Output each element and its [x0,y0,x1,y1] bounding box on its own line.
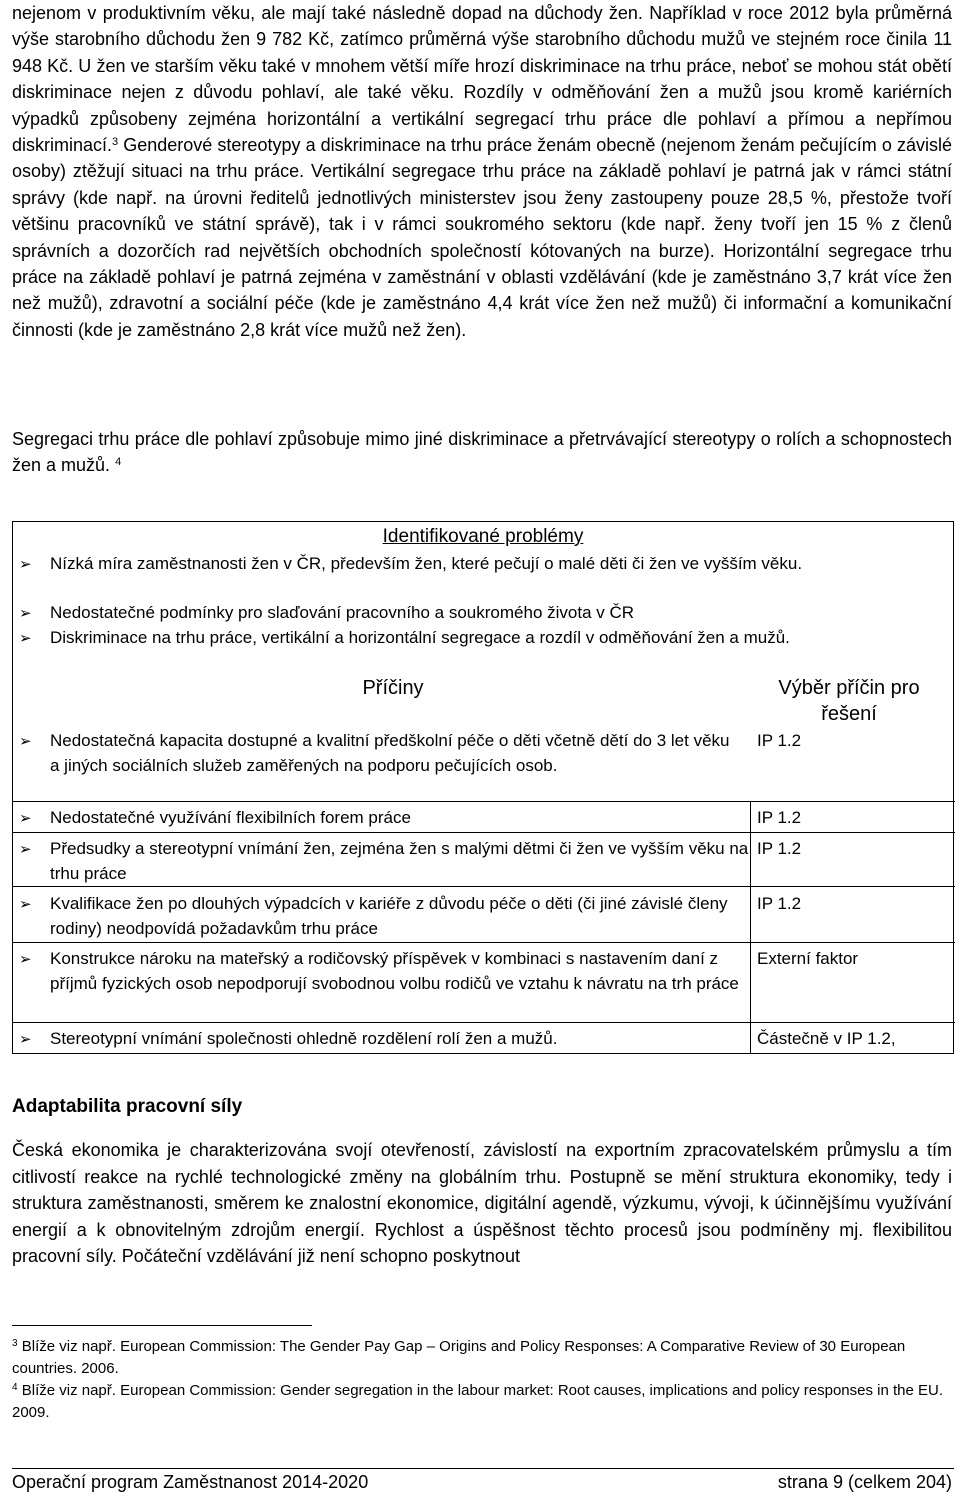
footnote [12,1336,952,1379]
arrow-bullet-icon: ➢ [19,555,32,573]
problems-table [12,521,954,1054]
body-paragraph [12,0,952,343]
solution-header: Výběr příčin pro řešení [778,677,920,725]
arrow-bullet-icon: ➢ [19,604,32,622]
footer-page-number: strana 9 (celkem 204) [777,1472,952,1492]
problem-item: Nedostatečné podmínky pro slaďování pracovního a soukromého života v ČR [50,603,635,622]
table-title: Identifikované problémy [382,526,584,547]
arrow-bullet-icon: ➢ [19,950,32,968]
problem-item: Diskriminace na trhu práce, vertikální a horizontální segregace a rozdíl v odměňování žen a mužů. [50,628,790,647]
cause-solution: IP 1.2 [757,839,802,858]
footer-program-name: Operační program Zaměstnanost 2014-2020 [12,1472,369,1492]
cause-solution: IP 1.2 [757,894,802,913]
cause-solution: Externí faktor [757,949,859,968]
body-paragraph [12,426,952,479]
footnote [12,1380,952,1423]
footnote-text: Blíže viz např. European Commission: Gender segregation in the labour market: Root causes, implications and policy responses in the EU. 2009. [12,1382,944,1421]
cause-item: Nedostatečné využívání flexibilních forem práce [50,808,411,827]
problem-item: Nízká míra zaměstnanosti žen v ČR, především žen, které pečují o malé děti či žen ve vyšším věku. [50,554,803,573]
footnote-number: 3 [12,1338,18,1349]
arrow-bullet-icon: ➢ [19,1030,32,1048]
cause-solution: IP 1.2 [757,731,802,750]
footnote-reference[interactable]: 4 [115,456,122,469]
arrow-bullet-icon: ➢ [19,629,32,647]
cause-item: Stereotypní vnímání společnosti ohledně rozdělení rolí žen a mužů. [50,1029,558,1048]
cause-item: Konstrukce nároku na mateřský a rodičovský příspěvek v kombinaci s nastavením daní z příjmů fyzických osob nepodporují svobodnou volbu rodičů ve vztahu k návratu na trh práce [50,949,739,993]
footnote-number: 4 [12,1382,18,1393]
paragraph-text: nejenom v produktivním věku, ale mají také následně dopad na důchody žen. Například v roce 2012 byla průměrná výše starobního důchodu žen 9 782 Kč, zatímco průměrná výše starobního důchodu mužů ve stejném roce činila 11 948 Kč. U žen ve starším věku také v mnohem větší míře hrozí diskriminace na trhu práce, neboť se mohou stát obětí diskriminace nejen z důvodu pohlaví, ale také věku. Rozdíly v odměňování žen a mužů jsou kromě kariérních výpadků způsobeny zejména horizontální a vertikální segregací trhu práce dle pohlaví a přímou a nepřímou diskriminací. [12,3,952,156]
arrow-bullet-icon: ➢ [19,840,32,858]
section-heading: Adaptabilita pracovní síly [12,1096,243,1117]
cause-item: Předsudky a stereotypní vnímání žen, zejména žen s malými dětmi či žen ve vyšším věku na trhu práce [50,839,749,883]
cause-item: Nedostatečná kapacita dostupné a kvalitní předškolní péče o děti včetně dětí do 3 let věku a jiných sociálních služeb zaměřených na podporu pečujících osob. [50,731,730,775]
cause-solution: Částečně v IP 1.2, [757,1029,896,1048]
arrow-bullet-icon: ➢ [19,895,32,913]
paragraph-text: Segregaci trhu práce dle pohlaví způsobuje mimo jiné diskriminace a přetrvávající stereotypy o rolích a schopnostech žen a mužů. [12,429,952,476]
causes-header: Příčiny [362,677,424,699]
footnote-divider [12,1325,312,1326]
arrow-bullet-icon: ➢ [19,809,32,827]
footer-divider [12,1468,954,1469]
cause-item: Kvalifikace žen po dlouhých výpadcích v kariéře z důvodu péče o děti (či jiné závislé členy rodiny) neodpovídá požadavkům trhu práce [50,894,728,938]
footnote-reference[interactable]: 3 [112,136,119,149]
cause-solution: IP 1.2 [757,808,802,827]
paragraph-text: Genderové stereotypy a diskriminace na trhu práce ženám obecně (nejenom ženám pečujícím o závislé osoby) ztěžují situaci na trhu práce. Vertikální segregace trhu práce na základě pohlaví je patrná jak v rámci státní správy (kde např. na úrovni ředitelů jednotlivých ministerstev jsou ženy zastoupeny pouze 28,5 %, přestože tvoří většinu pracovníků ve státní správě), tak i v rámci soukromého sektoru (kde např. ženy tvoří jen 15 % z členů správních a dozorčích rad největších obchodních společností kótovaných na burze). Horizontální segregace trhu práce na základě pohlaví je patrná zejména v zaměstnání v oblasti vzdělávání (kde je zaměstnáno 3,7 krát více žen než mužů), zdravotní a sociální péče (kde je zaměstnáno 4,4 krát více žen než mužů) či informační a komunikační činnosti (kde je zaměstnáno 2,8 krát více mužů než žen). [12,135,952,340]
body-paragraph: Česká ekonomika je charakterizována svojí otevřeností, závislostí na exportním zpracovatelském průmyslu a tím citlivostí reakce na rychlé technologické změny na globálním trhu. Postupně se mění struktura ekonomiky, tedy i struktura zaměstnanosti, směrem ke znalostní ekonomice, digitální agendě, výzkumu, vývoji, k účinnějšímu využívání energií a k obnovitelným zdrojům energií. Rychlost a úspěšnost těchto procesů jsou podmíněny mj. flexibilitou pracovní síly. Počáteční vzdělávání již není schopno poskytnout [12,1140,952,1267]
arrow-bullet-icon: ➢ [19,732,32,750]
footnote-text: Blíže viz např. European Commission: The Gender Pay Gap – Origins and Policy Responses: A Comparative Review of 30 European countries. 2006. [12,1338,906,1377]
